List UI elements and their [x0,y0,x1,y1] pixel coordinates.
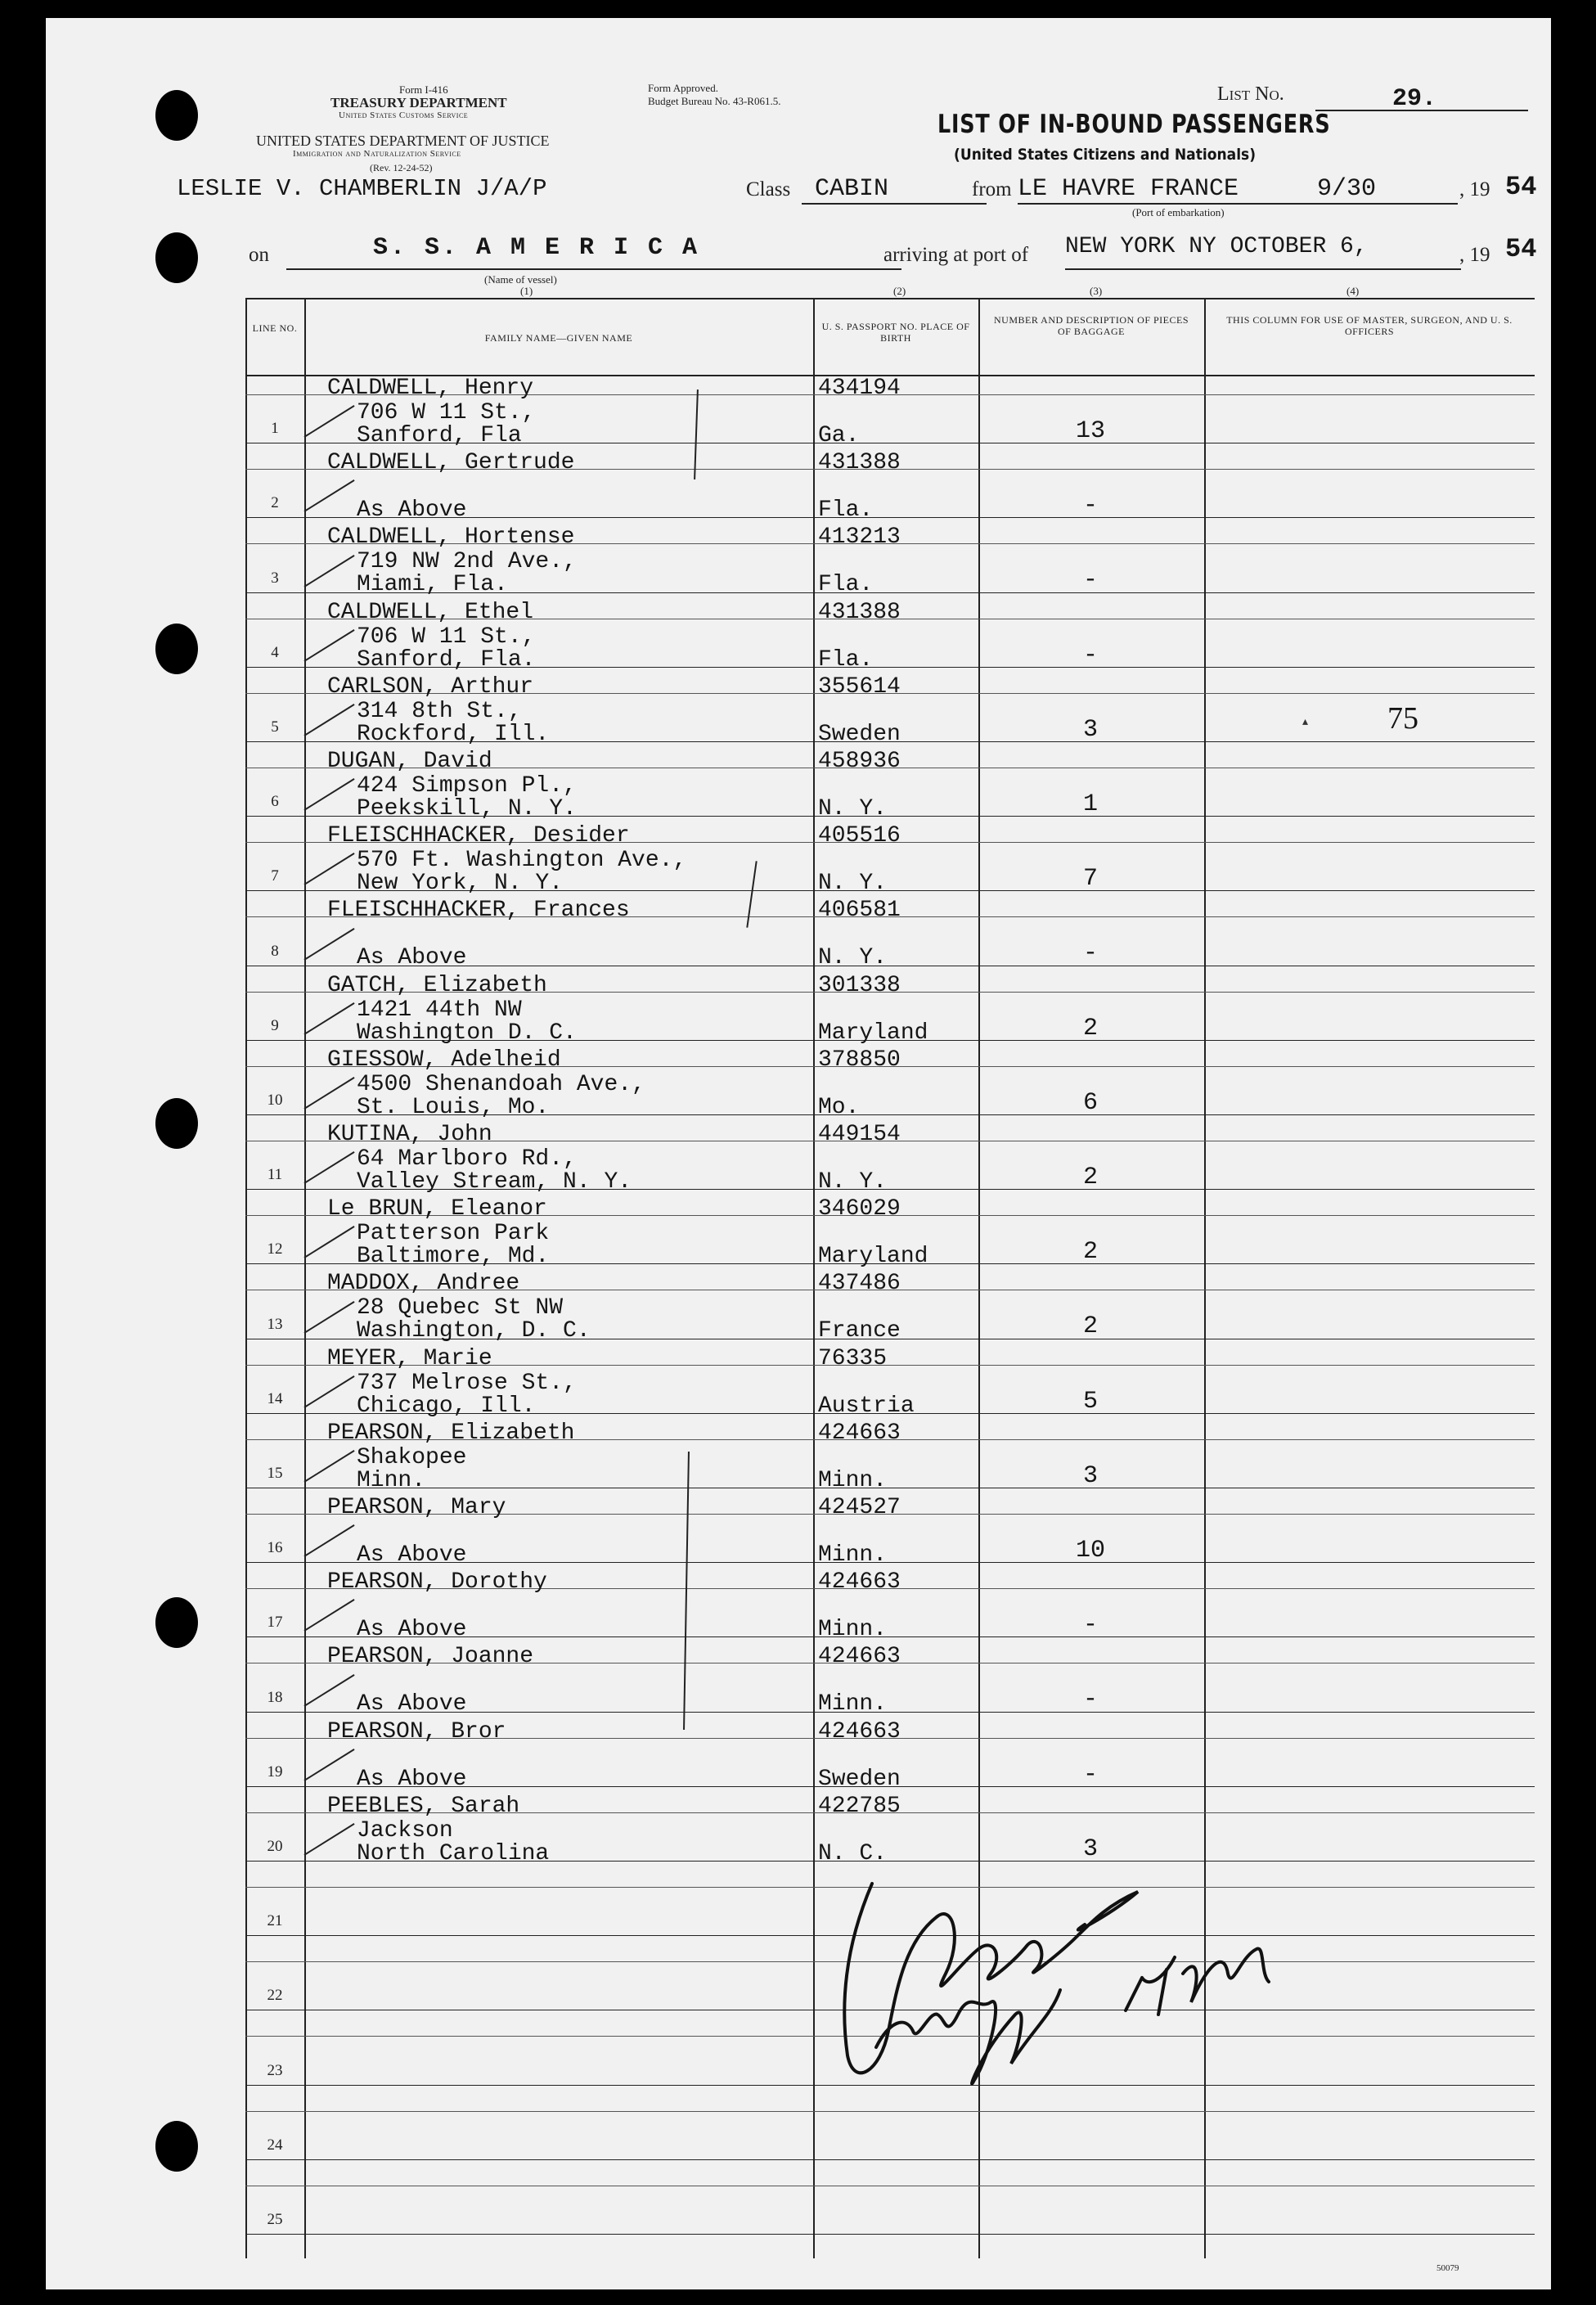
passport-number: 405516 [818,823,901,849]
baggage-count: - [1082,566,1098,594]
address-line-1: Shakopee [357,1445,467,1470]
line-number: 14 [267,1390,283,1407]
vessel-caption: (Name of vessel) [484,273,557,286]
address-line-2: Washington D. C. [357,1020,577,1046]
arrival-line [1065,268,1461,270]
customs-service: United States Customs Service [339,110,469,120]
check-mark [303,1823,354,1856]
passenger-name: DUGAN, David [327,749,492,774]
place-of-birth: Maryland [818,1020,928,1046]
year-prefix-2: , 19 [1459,244,1490,266]
column-number-3: (3) [1090,285,1103,297]
inspector-signature [815,1867,1420,2113]
revision-date: (Rev. 12-24-52) [370,162,433,173]
address-line-2: Minn. [357,1468,426,1493]
pen-tick-mark: ▴ [1302,716,1309,728]
port-embarkation-caption: (Port of embarkation) [1132,206,1225,218]
address-line-2: As Above [357,1617,467,1642]
passenger-name: CALDWELL, Hortense [327,524,575,550]
passport-number: 431388 [818,600,901,625]
justice-department: UNITED STATES DEPARTMENT OF JUSTICE [256,133,550,149]
from-line [1018,203,1458,205]
line-number: 8 [271,943,279,960]
passport-number: 413213 [818,524,901,550]
check-mark [303,1375,354,1408]
baggage-count: 3 [1082,1462,1098,1490]
passport-number: 378850 [818,1047,901,1073]
punch-hole [155,90,198,141]
address-line-1: Jackson [357,1818,453,1844]
line-number: 24 [267,2136,283,2154]
class-label: Class [746,178,791,200]
passport-number: 458936 [818,749,901,774]
place-of-birth: France [818,1318,901,1344]
place-of-birth: Ga. [818,423,860,448]
passport-number: 449154 [818,1122,901,1147]
baggage-count: 1 [1082,790,1098,818]
punch-hole [155,1098,198,1149]
embarkation-date: 9/30 [1317,175,1377,203]
address-line-2: Rockford, Ill. [357,722,550,747]
line-number: 13 [267,1316,283,1333]
address-line-1: 64 Marlboro Rd., [357,1146,577,1172]
column-header-passport: U. S. PASSPORT NO. PLACE OF BIRTH [821,321,970,344]
line-number: 9 [271,1017,279,1034]
pen-bracket-mark [694,389,699,479]
address-line-2: Peekskill, N. Y. [357,796,577,822]
check-mark [303,1151,354,1184]
address-line-2: New York, N. Y. [357,871,564,896]
column-header-line: LINE NO. [252,322,298,334]
passenger-name: PEARSON, Elizabeth [327,1420,575,1446]
place-of-birth: Mo. [818,1095,860,1120]
passport-number: 424663 [818,1644,901,1669]
punch-hole [155,624,198,674]
punch-hole [155,1597,198,1648]
baggage-count: - [1082,1611,1098,1639]
passenger-name: KUTINA, John [327,1122,492,1147]
arrival-port: NEW YORK NY OCTOBER 6, [1065,234,1368,259]
place-of-birth: Minn. [818,1542,888,1568]
passenger-name: FLEISCHHACKER, Desider [327,823,630,849]
baggage-count: 2 [1082,1238,1098,1266]
baggage-count: 7 [1082,865,1098,893]
check-mark [303,778,354,811]
baggage-count: 10 [1075,1537,1105,1564]
place-of-birth: Fla. [818,647,874,673]
place-of-birth: Fla. [818,572,874,597]
on-label: on [249,244,269,266]
immigration-service: Immigration and Naturalization Service [293,149,461,159]
address-line-2: As Above [357,1542,467,1568]
passport-number: 346029 [818,1196,901,1222]
master-name: LESLIE V. CHAMBERLIN J/A/P [177,175,547,202]
check-mark [303,853,354,885]
passenger-name: MEYER, Marie [327,1346,492,1371]
row-rule [245,2234,1535,2235]
place-of-birth: Sweden [818,1767,901,1792]
check-mark [303,1226,354,1258]
passenger-name: CALDWELL, Henry [327,376,534,401]
address-line-1: 706 W 11 St., [357,400,536,425]
line-number: 11 [267,1166,283,1183]
passenger-name: CARLSON, Arthur [327,674,534,700]
line-number: 18 [267,1689,283,1706]
baggage-count: 2 [1082,1312,1098,1340]
form-code: 50079 [1436,2263,1459,2273]
passport-number: 355614 [818,674,901,700]
officer-note: 75 [1387,701,1418,736]
address-line-1: 314 8th St., [357,699,522,724]
address-line-1: 719 NW 2nd Ave., [357,549,577,574]
line-number: 23 [267,2062,283,2079]
address-line-2: Sanford, Fla [357,423,522,448]
baggage-count: 6 [1082,1089,1098,1117]
check-mark [303,1524,354,1557]
class-line [802,203,987,205]
address-line-1: 706 W 11 St., [357,624,536,650]
line-number: 21 [267,1912,283,1929]
vessel-name: S. S. A M E R I C A [373,234,700,262]
line-number: 2 [271,494,279,511]
baggage-count: 2 [1082,1015,1098,1042]
row-rule [245,2159,1535,2160]
page-subtitle: (United States Citizens and Nationals) [954,146,1257,164]
line-number: 4 [271,644,279,661]
form-approved: Form Approved. [648,82,718,94]
line-number: 10 [267,1092,283,1109]
check-mark [303,629,354,662]
table-top-border [245,298,1535,299]
check-mark [303,928,354,961]
form-number: Form I-416 [399,83,448,96]
address-line-2: Washington, D. C. [357,1318,591,1344]
embarkation-port: LE HAVRE FRANCE [1018,175,1239,203]
vessel-line [286,268,901,270]
year-value: 54 [1505,172,1537,202]
column-header-officers: THIS COLUMN FOR USE OF MASTER, SURGEON, AND U. S. OFFICERS [1226,314,1513,337]
check-mark [303,704,354,736]
passenger-name: PEEBLES, Sarah [327,1794,520,1819]
place-of-birth: Minn. [818,1617,888,1642]
address-line-2: Valley Stream, N. Y. [357,1169,632,1195]
check-mark [303,1301,354,1334]
place-of-birth: Sweden [818,722,901,747]
check-mark [303,405,354,438]
passport-number: 437486 [818,1271,901,1296]
list-number-label: List No. [1217,83,1284,105]
passenger-name: MADDOX, Andree [327,1271,520,1296]
line-number: 20 [267,1838,283,1855]
treasury-department: TREASURY DEPARTMENT [330,95,507,110]
line-number: 7 [271,867,279,885]
place-of-birth: Austria [818,1393,915,1419]
place-of-birth: Minn. [818,1468,888,1493]
arriving-label: arriving at port of [883,244,1029,266]
passport-number: 434194 [818,376,901,401]
place-of-birth: N. Y. [818,1169,888,1195]
passenger-name: PEARSON, Bror [327,1719,506,1745]
address-line-2: Chicago, Ill. [357,1393,536,1419]
column-number-2: (2) [893,285,906,297]
passenger-name: FLEISCHHACKER, Frances [327,898,630,923]
place-of-birth: N. C. [818,1841,888,1866]
check-mark [303,1450,354,1483]
line-number: 17 [267,1614,283,1631]
line-number: 12 [267,1240,283,1258]
passenger-name: CALDWELL, Gertrude [327,450,575,475]
address-line-1: 4500 Shenandoah Ave., [357,1072,645,1097]
manifest-page [46,18,1551,2289]
address-line-2: As Above [357,1691,467,1717]
line-number: 25 [267,2211,283,2228]
passenger-name: GATCH, Elizabeth [327,973,547,998]
line-number: 1 [271,420,279,437]
address-line-1: 28 Quebec St NW [357,1295,564,1321]
passport-number: 424663 [818,1420,901,1446]
passport-number: 424663 [818,1719,901,1745]
passport-number: 76335 [818,1346,888,1371]
column-header-name: FAMILY NAME—GIVEN NAME [484,332,633,344]
address-line-2: As Above [357,1767,467,1792]
line-number: 3 [271,569,279,587]
place-of-birth: Maryland [818,1244,928,1269]
line-number: 6 [271,793,279,810]
check-mark [303,1674,354,1707]
baggage-count: 13 [1075,417,1105,445]
line-number: 16 [267,1539,283,1556]
address-line-1: Patterson Park [357,1221,550,1246]
line-number: 15 [267,1465,283,1482]
baggage-count: - [1082,642,1098,669]
place-of-birth: Fla. [818,497,874,523]
check-mark [303,1749,354,1781]
column-number-4: (4) [1346,285,1360,297]
baggage-count: 5 [1082,1388,1098,1416]
address-line-2: Baltimore, Md. [357,1244,550,1269]
place-of-birth: N. Y. [818,945,888,970]
address-line-2: St. Louis, Mo. [357,1095,550,1120]
check-mark [303,479,354,512]
punch-hole [155,232,198,283]
address-line-2: Sanford, Fla. [357,647,536,673]
passenger-name: PEARSON, Joanne [327,1644,534,1669]
arrival-year: 54 [1505,234,1537,264]
line-number: 19 [267,1763,283,1781]
budget-bureau-number: Budget Bureau No. 43-R061.5. [648,95,781,107]
line-number: 22 [267,1987,283,2004]
check-mark [303,1077,354,1110]
class-value: CABIN [815,175,889,203]
baggage-count: 2 [1082,1164,1098,1191]
baggage-count: - [1082,492,1098,520]
address-line-1: 424 Simpson Pl., [357,773,577,799]
passenger-name: CALDWELL, Ethel [327,600,534,625]
check-mark [303,555,354,588]
passport-number: 301338 [818,973,901,998]
address-line-2: As Above [357,945,467,970]
passport-number: 422785 [818,1794,901,1819]
page-title: LIST OF IN-BOUND PASSENGERS [937,110,1331,139]
check-mark [303,1002,354,1035]
place-of-birth: N. Y. [818,871,888,896]
list-number-value: 29. [1392,85,1437,113]
passenger-name: GIESSOW, Adelheid [327,1047,561,1073]
passport-number: 424663 [818,1569,901,1595]
baggage-count: 3 [1082,716,1098,744]
from-label: from [972,178,1012,200]
pen-bracket-mark [746,861,757,927]
place-of-birth: Minn. [818,1691,888,1717]
baggage-count: - [1082,1686,1098,1713]
punch-hole [155,2121,198,2172]
year-prefix: , 19 [1459,178,1490,200]
address-line-1: 570 Ft. Washington Ave., [357,848,687,873]
line-number: 5 [271,718,279,736]
passport-number: 406581 [818,898,901,923]
address-line-2: Miami, Fla. [357,572,508,597]
passport-number: 424527 [818,1495,901,1520]
baggage-count: - [1082,1761,1098,1789]
check-mark [303,1599,354,1632]
passport-number: 431388 [818,450,901,475]
address-line-1: 1421 44th NW [357,997,522,1023]
pen-bracket-mark [683,1452,690,1730]
address-line-1: 737 Melrose St., [357,1371,577,1396]
address-line-2: North Carolina [357,1841,550,1866]
address-line-2: As Above [357,497,467,523]
place-of-birth: N. Y. [818,796,888,822]
baggage-count: - [1082,939,1098,967]
passenger-name: PEARSON, Dorothy [327,1569,547,1595]
column-header-baggage: NUMBER AND DESCRIPTION OF PIECES OF BAGGAGE [993,314,1189,337]
column-number-1: (1) [520,285,533,297]
passenger-name: PEARSON, Mary [327,1495,506,1520]
passenger-name: Le BRUN, Eleanor [327,1196,547,1222]
baggage-count: 3 [1082,1835,1098,1863]
